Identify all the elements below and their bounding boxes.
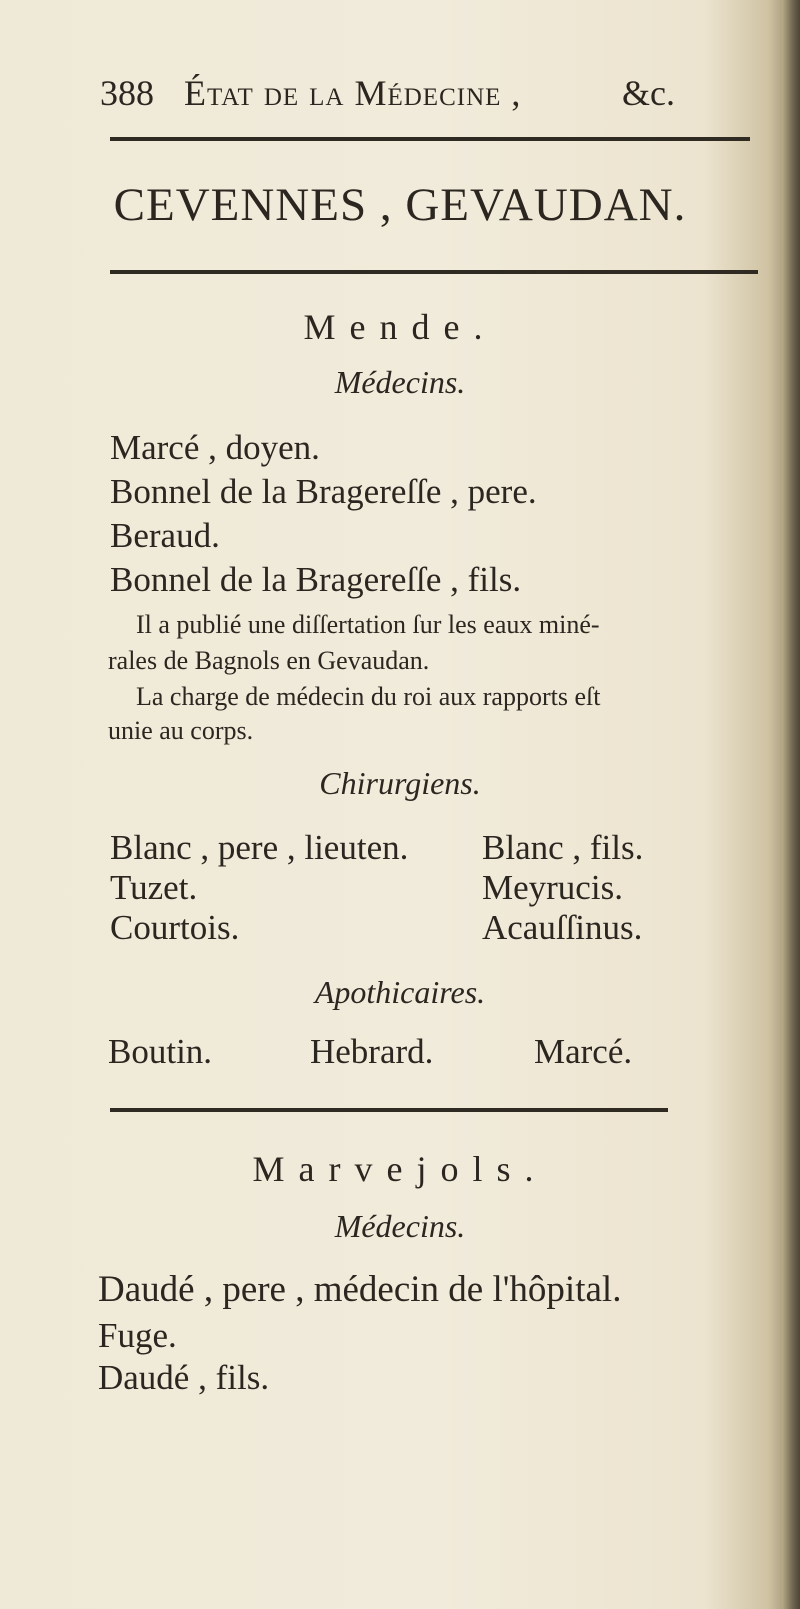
mende-apothicaires-heading: Apothicaires. bbox=[314, 974, 486, 1010]
mende-medecins-heading: Médecins. bbox=[334, 364, 466, 400]
marvejols-medecin-3: Daudé , fils. bbox=[98, 1358, 270, 1397]
mende-medecin-4: Bonnel de la Bragereſſe , fils. bbox=[110, 560, 522, 599]
mende-note-3: La charge de médecin du roi aux rapports eſt bbox=[136, 682, 601, 711]
region-title: CEVENNES , GEVAUDAN. bbox=[113, 179, 687, 231]
running-title: État de la Médecine , bbox=[184, 73, 522, 113]
marvejols-medecin-1: Daudé , pere , médecin de l'hôpital. bbox=[98, 1269, 622, 1310]
chirurgien-right-2: Meyrucis. bbox=[482, 868, 623, 907]
apothicaire-1: Boutin. bbox=[108, 1032, 213, 1071]
mende-medecin-1: Marcé , doyen. bbox=[110, 428, 320, 467]
region-rule bbox=[110, 270, 758, 274]
mende-note-1: Il a publié une diſſertation ſur les eaux miné- bbox=[136, 610, 600, 639]
section-rule bbox=[110, 1108, 668, 1112]
mende-note-4: unie au corps. bbox=[108, 716, 254, 745]
chirurgien-left-3: Courtois. bbox=[110, 908, 240, 947]
running-title-etc: &c. bbox=[622, 73, 675, 113]
mende-chirurgiens-heading: Chirurgiens. bbox=[319, 765, 481, 801]
mende-medecin-3: Beraud. bbox=[110, 516, 220, 555]
mende-medecin-2: Bonnel de la Bragereſſe , pere. bbox=[110, 472, 537, 511]
chirurgien-right-1: Blanc , fils. bbox=[482, 828, 644, 867]
page-edge bbox=[782, 0, 800, 1609]
apothicaire-3: Marcé. bbox=[534, 1032, 633, 1071]
header-rule bbox=[110, 137, 750, 141]
town-marvejols: Marvejols. bbox=[252, 1149, 548, 1189]
chirurgien-left-2: Tuzet. bbox=[110, 868, 198, 907]
town-mende: Mende. bbox=[303, 307, 497, 347]
marvejols-medecin-2: Fuge. bbox=[98, 1316, 177, 1355]
page-number: 388 bbox=[100, 73, 154, 113]
apothicaire-2: Hebrard. bbox=[310, 1032, 434, 1071]
marvejols-medecins-heading: Médecins. bbox=[334, 1208, 466, 1244]
chirurgien-right-3: Acauſſinus. bbox=[482, 908, 643, 947]
mende-note-2: rales de Bagnols en Gevaudan. bbox=[108, 646, 430, 675]
chirurgien-left-1: Blanc , pere , lieuten. bbox=[110, 828, 409, 867]
